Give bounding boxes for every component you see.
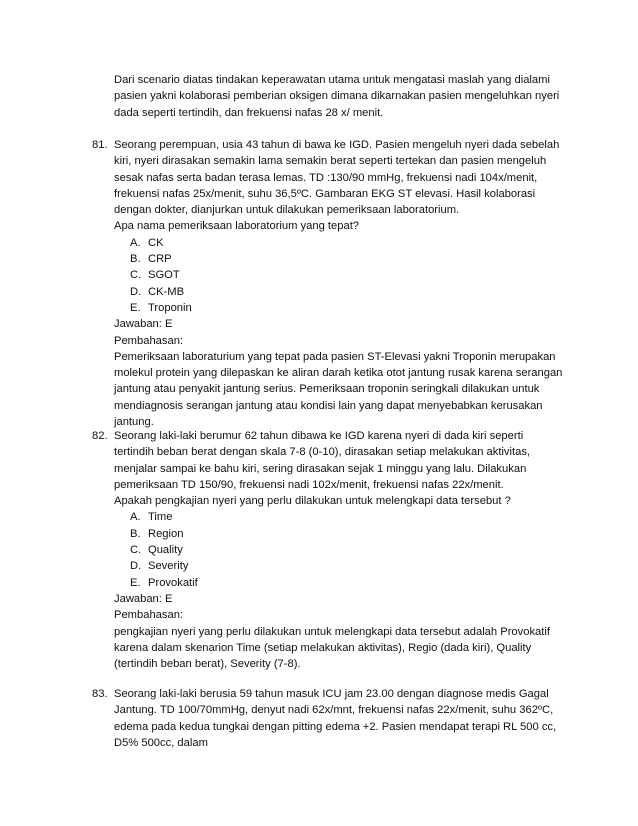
intro-paragraph: Dari scenario diatas tindakan keperawatan utama untuk mengatasi maslah yang dialami pasien yakni kolaborasi pemberian oksigen dimana dikarnakan pasien mengeluhkan nyeri dada seperti tertindih, dan frekuensi nafas 28 x/ menit.	[114, 74, 560, 119]
option-letter: C.	[130, 544, 142, 557]
option-letter: D.	[130, 285, 142, 298]
option-letter: D.	[130, 560, 142, 573]
option-text: Region	[148, 527, 184, 540]
question-number: 83.	[92, 688, 108, 700]
option-text: SGOT	[148, 269, 180, 282]
answer-line: Jawaban: E	[114, 318, 173, 331]
question-stem: Seorang perempuan, usia 43 tahun di bawa ke IGD. Pasien mengeluh nyeri dada sebelah kiri, nyeri dirasakan semakin lama semakin berat seperti tertekan dan pasien mengeluh sesak nafas serta badan terasa lemas. TD :130/90 mmHg, frekuensi nadi 104x/menit, frekuensi nafas 25x/menit, suhu 36,5ºC. Gambaran EKG ST elevasi. Hasil kolaborasi dengan dokter, dianjurkan untuk dilakukan pemeriksaan laboratorium.	[114, 139, 560, 217]
option-text: CK-MB	[148, 285, 185, 298]
option-e	[114, 575, 566, 591]
option-d	[114, 558, 566, 574]
question-81	[92, 137, 566, 430]
options-list	[114, 235, 566, 316]
options-list	[114, 509, 566, 590]
option-b	[114, 251, 566, 267]
option-b	[114, 526, 566, 542]
option-a	[114, 235, 566, 251]
answer-line: Jawaban: E	[114, 592, 173, 605]
option-e	[114, 300, 566, 316]
option-letter: E.	[130, 576, 141, 589]
option-text: CK	[148, 236, 164, 249]
option-letter: C.	[130, 269, 142, 282]
option-letter: A.	[130, 236, 141, 249]
option-d	[114, 284, 566, 300]
option-text: Provokatif	[148, 576, 198, 589]
option-c	[114, 542, 566, 558]
option-letter: B.	[130, 527, 141, 540]
question-number: 81.	[92, 139, 108, 151]
question-prompt: Apakah pengkajian nyeri yang perlu dilakukan untuk melengkapi data tersebut ?	[114, 495, 511, 508]
question-83	[92, 686, 566, 751]
question-prompt: Apa nama pemeriksaan laboratorium yang tepat?	[114, 220, 360, 233]
question-stem: Seorang laki-laki berusia 59 tahun masuk ICU jam 23.00 dengan diagnose medis Gagal Jantung. TD 100/70mmHg, denyut nadi 62x/mnt, frekuensi nafas 22x/menit, suhu 362ºC, edema pada kedua tungkai dengan pitting edema +2. Pasien mendapat terapi RL 500 cc, D5% 500cc, dalam	[114, 688, 557, 749]
option-text: Quality	[148, 544, 183, 557]
discussion-text: Pemeriksaan laboraturium yang tepat pada pasien ST-Elevasi yakni Troponin merupakan molekul protein yang dilepaskan ke aliran darah ketika otot jantung rusak karena serangan jantung atau penyakit jantung serius. Pemeriksaan troponin seringkali dilakukan untuk mendiagnosis serangan jantung atau kondisi lain yang dapat menyebabkan kerusakan jantung.	[114, 350, 563, 429]
option-letter: E.	[130, 301, 141, 314]
option-c	[114, 267, 566, 283]
option-text: Severity	[148, 560, 189, 573]
option-text: Troponin	[148, 301, 192, 314]
option-letter: B.	[130, 253, 141, 266]
discussion-label: Pembahasan:	[114, 609, 184, 622]
question-82	[92, 428, 566, 672]
option-letter: A.	[130, 511, 141, 524]
question-number: 82.	[92, 430, 108, 442]
option-text: Time	[148, 511, 173, 524]
option-text: CRP	[148, 253, 172, 266]
option-a	[114, 509, 566, 525]
discussion-text: pengkajian nyeri yang perlu dilakukan untuk melengkapi data tersebut adalah Provokatif karena dalam skenarion Time (setiap melakukan aktivitas), Regio (dada kiri), Quality (tertindih beban berat), Severity (7-8).	[114, 625, 550, 671]
question-stem: Seorang laki-laki berumur 62 tahun dibawa ke IGD karena nyeri di dada kiri seperti tertindih beban berat dengan skala 7-8 (0-10), dirasakan setiap melakukan aktivitas, menjalar sampai ke bahu kiri, sering dirasakan sejak 1 minggu yang lalu. Dilakukan pemeriksaan TD 150/90, frekuensi nadi 102x/menit, frekuensi nafas 22x/menit.	[114, 430, 531, 491]
discussion-label: Pembahasan:	[114, 334, 184, 347]
